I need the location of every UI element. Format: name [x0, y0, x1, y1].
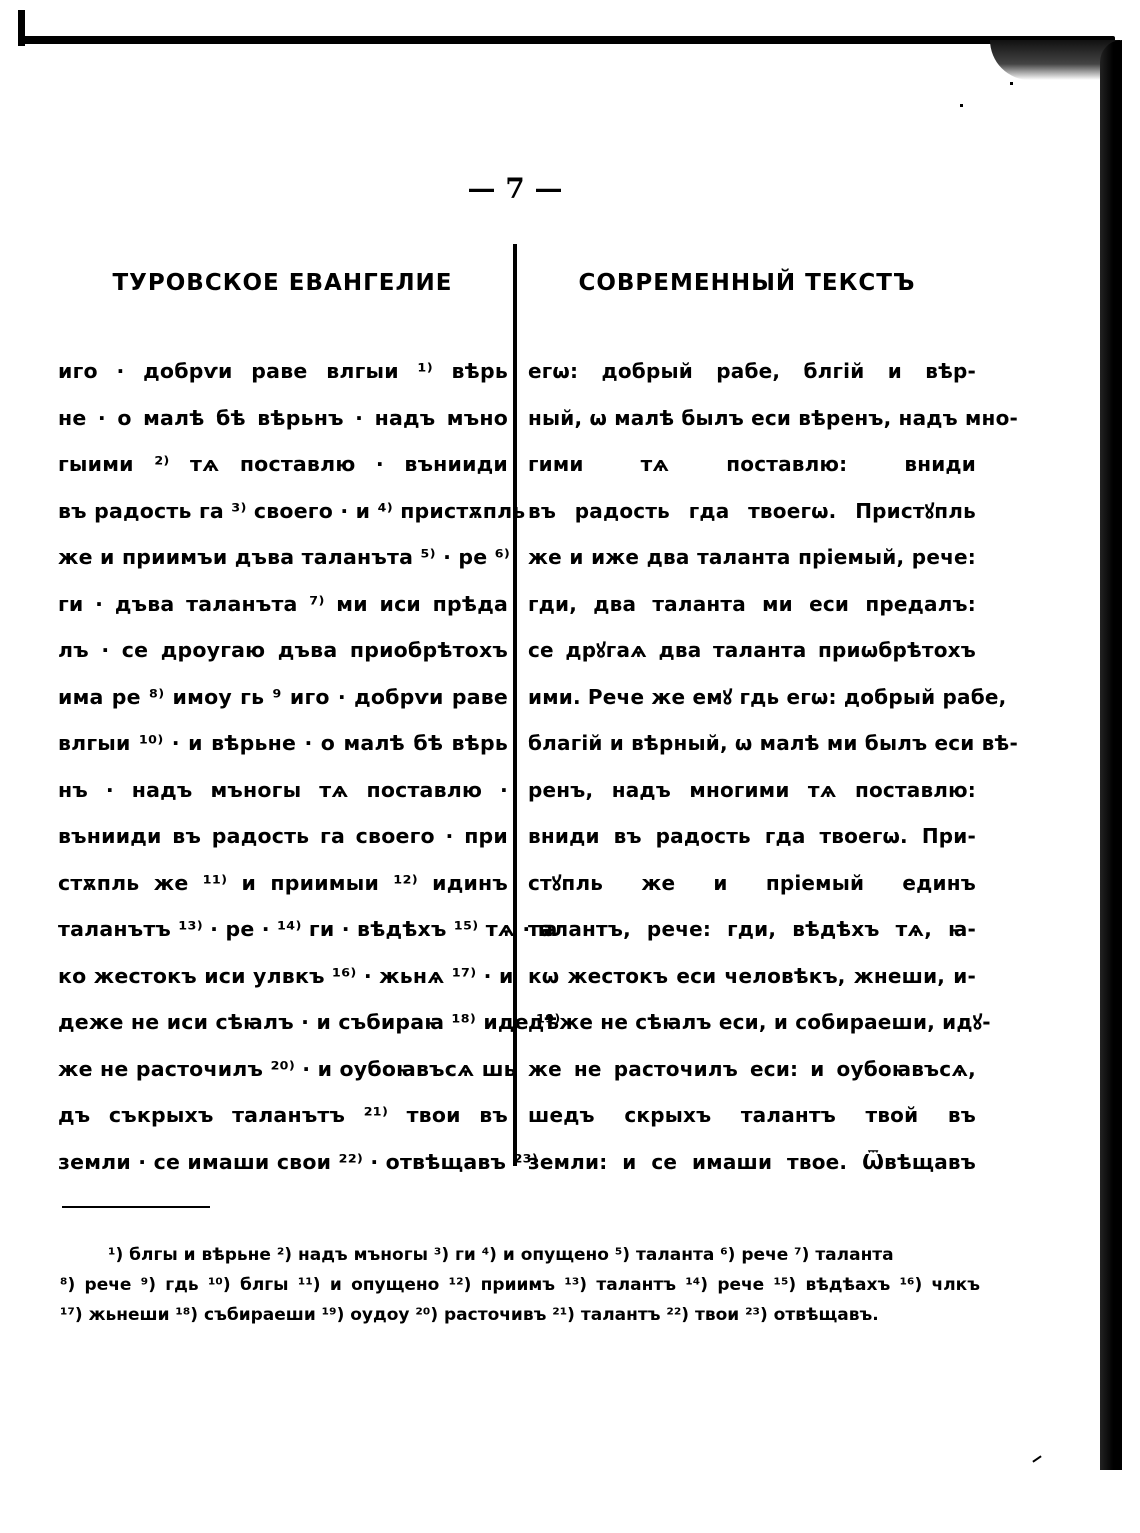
text-line: таланътъ ¹³⁾ · ре · ¹⁴⁾ ги · вѣдѣхъ ¹⁵⁾ тѧ · ꙗ [58, 917, 558, 941]
text-line: егѡ: добрый рабе, блгій и вѣр- [528, 359, 976, 383]
text-line: вънииди въ радость га своего · при [58, 824, 508, 848]
text-line: лъ · се дроугаю дъва приобрѣтохъ [58, 638, 508, 662]
text-line: се дрꙋгаѧ два таланта приѡбрѣтохъ [528, 638, 976, 662]
text-line: нъ · надъ мъногы тѧ поставлю · [58, 777, 508, 802]
text-line: не · о малѣ бѣ вѣрьнъ · надъ мъно [58, 405, 508, 430]
text-line: стꙋпль же и пріемый единъ [528, 870, 976, 895]
text-line: иго · добрѵи раве влгыи ¹⁾ вѣрь [58, 359, 508, 383]
text-line: гими тѧ поставлю: вниди [528, 452, 976, 476]
scan-speck [1032, 1455, 1041, 1462]
right-column-text [528, 348, 1019, 1185]
text-line: деже не иси сѣꙗлъ · и събираꙗ ¹⁸⁾ иде ¹⁹⁾ [58, 1010, 561, 1034]
text-line: же не расточилъ ²⁰⁾ · и оубоꙗвъсѧ шь [58, 1056, 517, 1081]
footnotes [60, 1240, 980, 1330]
footnote-separator [62, 1206, 210, 1208]
text-line: ими. Рече же емꙋ гдь егѡ: добрый рабе, [528, 684, 1007, 709]
text-line: талантъ, рече: гди, вѣдѣхъ тѧ, ꙗ- [528, 917, 976, 941]
text-line: же и приимъи дъва таланъта ⁵⁾ · ре ⁶⁾ [58, 545, 511, 569]
text-line: има ре ⁸⁾ имоу гь ⁹ иго · добрѵи раве [58, 684, 508, 709]
left-column-text [58, 348, 561, 1185]
scan-speck [960, 104, 963, 107]
text-line: земли: и се имаши твое. Ѿвѣщавъ [528, 1149, 976, 1174]
text-line: стѫпль же ¹¹⁾ и приимыи ¹²⁾ идинъ [58, 870, 508, 895]
text-line: благій и вѣрный, ѡ малѣ ми былъ еси вѣ- [528, 731, 1018, 755]
scan-edge-shadow-right [1100, 40, 1122, 1470]
text-line: же не расточилъ еси: и оубоꙗвъсѧ, [528, 1056, 976, 1081]
right-column-heading: СОВРЕМЕННЫЙ ТЕКСТЪ [578, 270, 916, 296]
text-line: въ радость га ³⁾ своего · и ⁴⁾ пристѫпль [58, 498, 526, 523]
text-line: же и иже два таланта пріемый, рече: [528, 545, 976, 569]
footnote-line: ⁸) рече ⁹) гдь ¹⁰) блгы ¹¹) и опущено ¹²) приимъ ¹³) талантъ ¹⁴) рече ¹⁵) вѣдѣахъ ¹⁶) члкъ [60, 1275, 980, 1295]
scan-speck [1010, 82, 1013, 85]
text-line: влгыи ¹⁰⁾ · и вѣрьне · о малѣ бѣ вѣрь [58, 731, 508, 755]
footnote-line: ¹⁷) жьнеши ¹⁸) събираеши ¹⁹) оудоу ²⁰) расточивъ ²¹) талантъ ²²) твои ²³) отвѣщавъ. [60, 1305, 879, 1325]
text-line: кѡ жестокъ еси человѣкъ, жнеши, и- [528, 963, 976, 988]
text-line: въ радость гда твоегѡ. Пристꙋпль [528, 498, 976, 523]
text-line: ги · дъва таланъта ⁷⁾ ми иси прѣда [58, 591, 508, 616]
text-line: вниди въ радость гда твоегѡ. При- [528, 824, 976, 848]
text-line: ко жестокъ иси улвкъ ¹⁶⁾ · жьнѧ ¹⁷⁾ · и [58, 963, 514, 988]
page-number: — 7 — [467, 172, 563, 205]
text-line: дѣже не сѣꙗлъ еси, и собираеши, идꙋ- [528, 1010, 991, 1034]
top-border-rule [20, 36, 1115, 44]
text-line: дъ съкрыхъ таланътъ ²¹⁾ твои въ [58, 1103, 508, 1127]
text-line: гыими ²⁾ тѧ поставлю · вънииди [58, 452, 508, 476]
text-line: земли · се имаши свои ²²⁾ · отвѣщавъ ²³⁾ [58, 1149, 538, 1174]
footnote-line: ¹) блгы и вѣрьне ²) надъ мъногы ³) ги ⁴) и опущено ⁵) таланта ⁶) рече ⁷) таланта [108, 1245, 894, 1265]
left-column-heading: ТУРОВСКОЕ ЕВАНГЕЛИЕ [112, 270, 453, 296]
text-line: ный, ѡ малѣ былъ еси вѣренъ, надъ мно- [528, 405, 1019, 430]
text-line: ренъ, надъ многими тѧ поставлю: [528, 777, 976, 802]
text-line: шедъ скрыхъ талантъ твой въ [528, 1103, 976, 1127]
text-line: гди, два таланта ми еси предалъ: [528, 591, 976, 616]
